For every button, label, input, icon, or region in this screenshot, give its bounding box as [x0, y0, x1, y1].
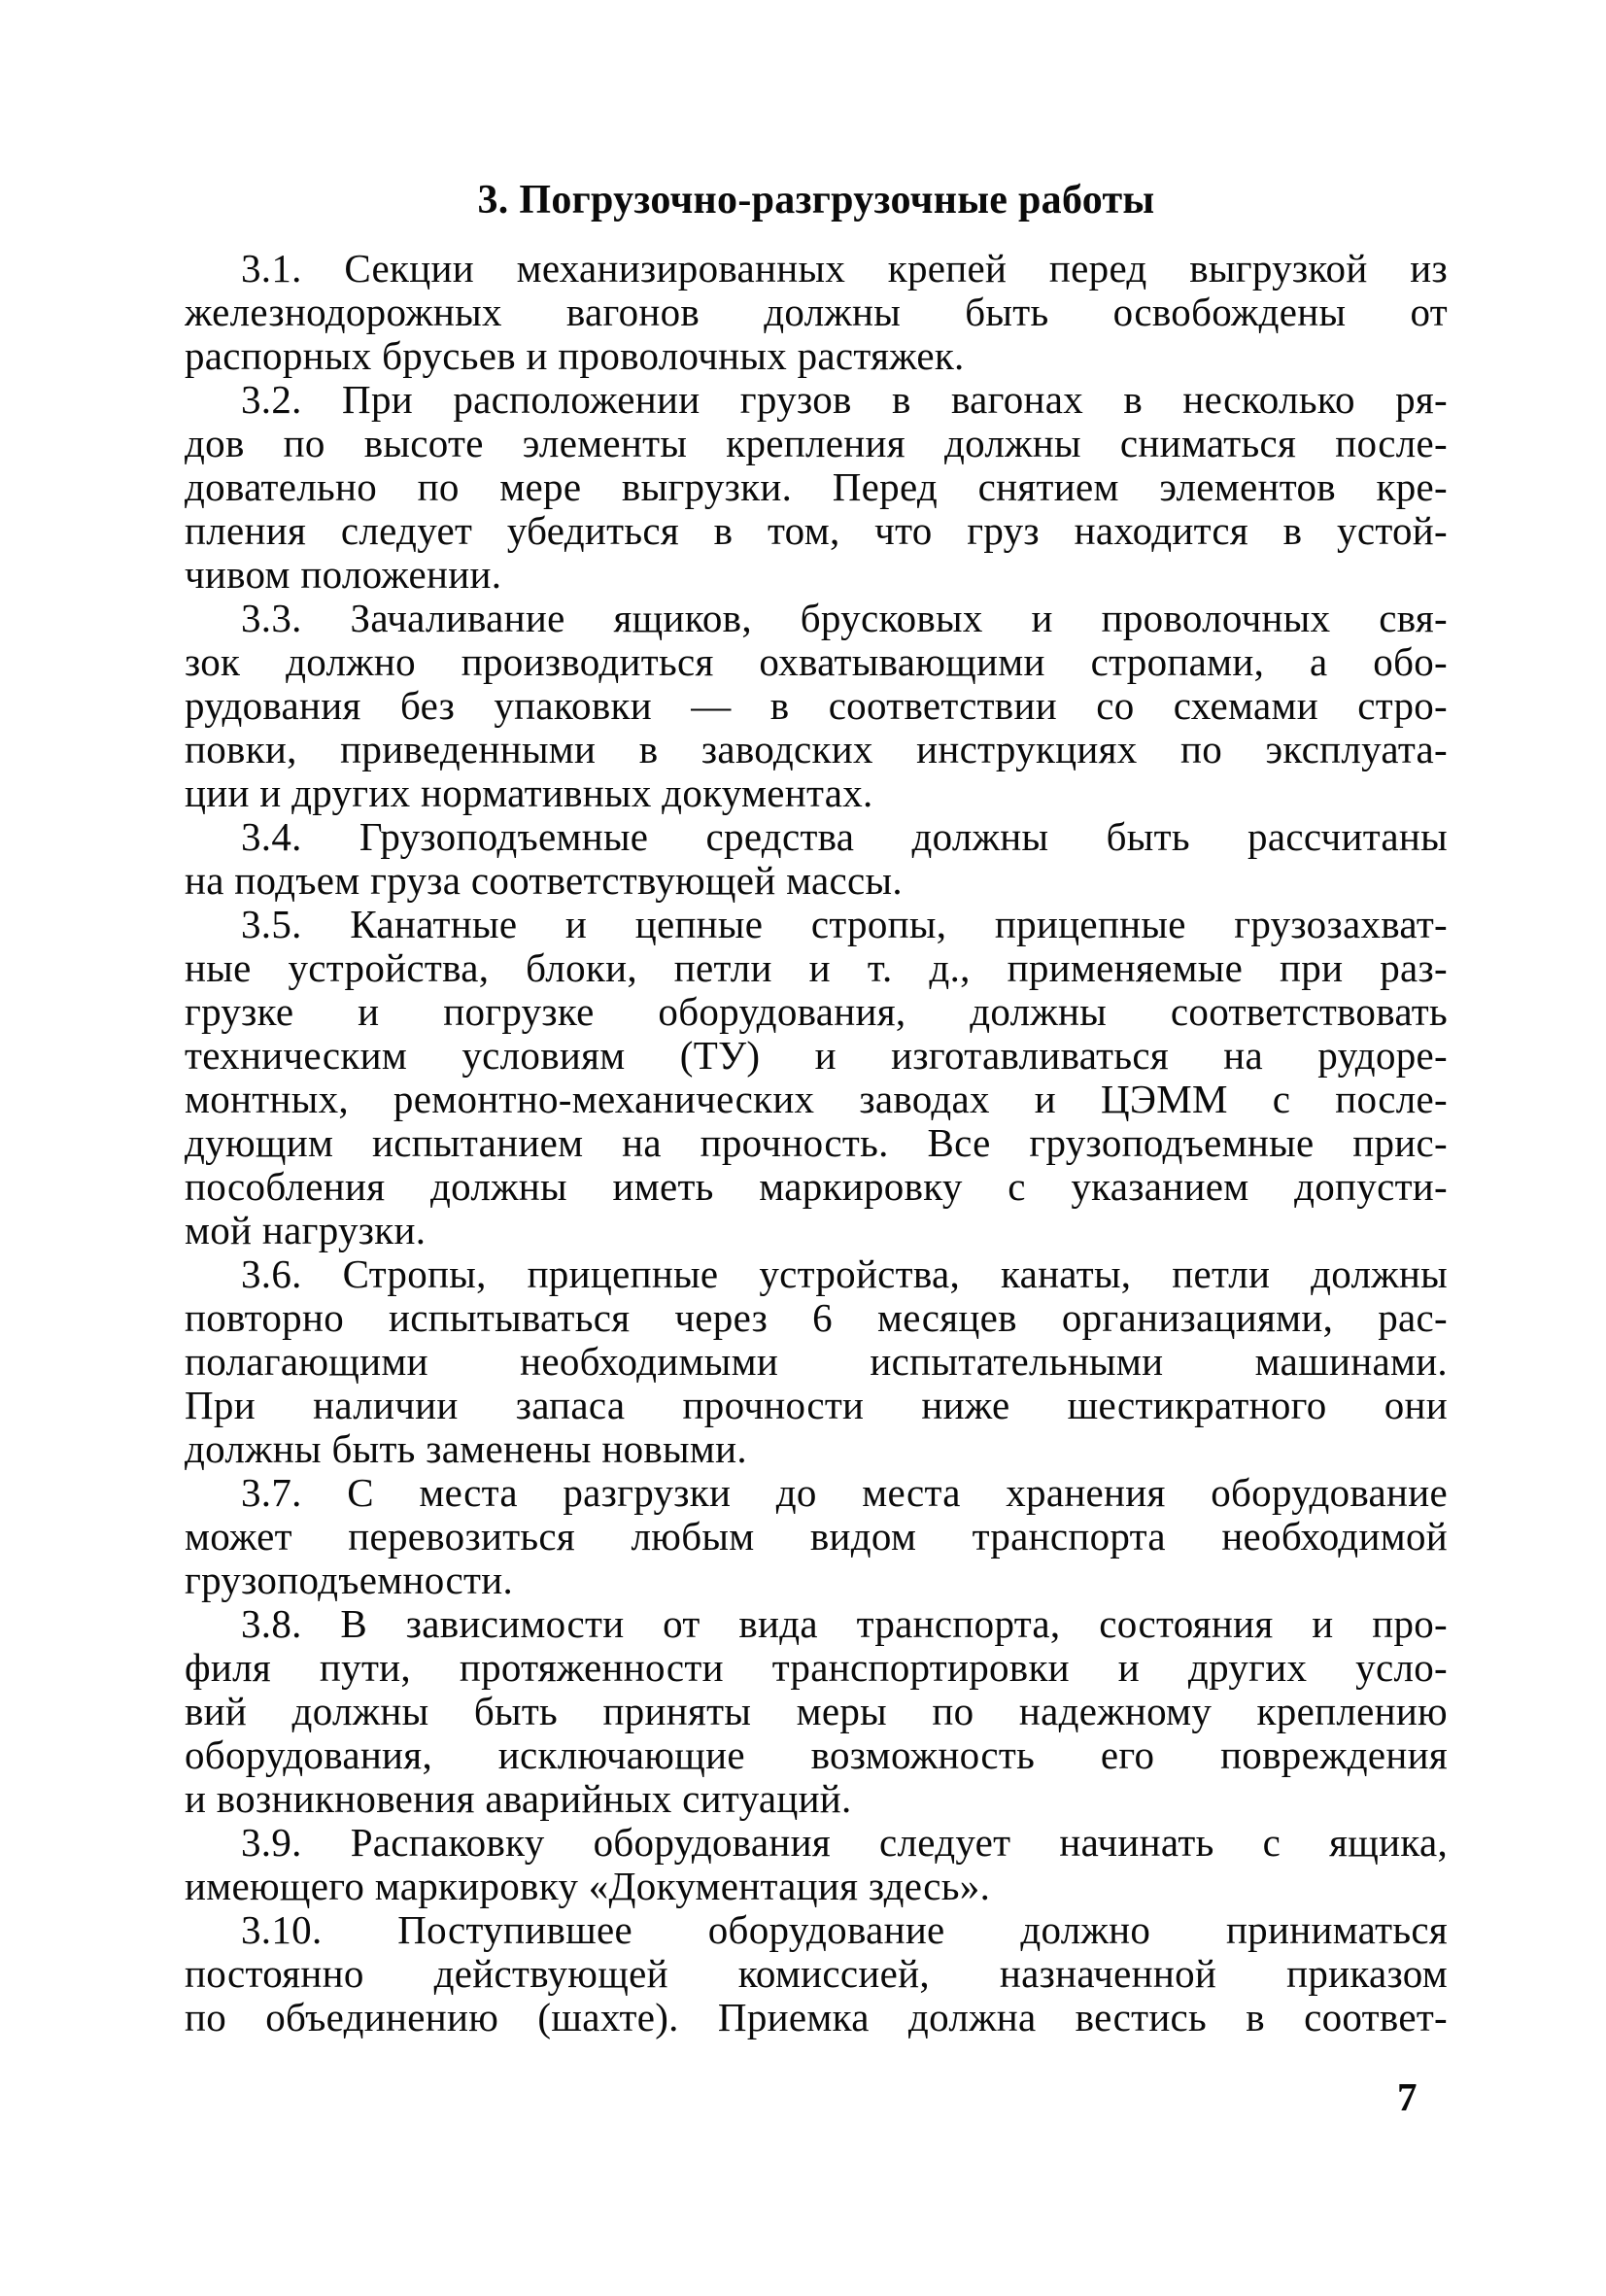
text-line: монтных, ремонтно-механических заводах и ЦЭММ с после- [185, 1078, 1448, 1121]
text-line: 3.3. Зачаливание ящиков, брусковых и проволочных свя- [241, 597, 1448, 640]
text-line: постоянно действующей комиссией, назначенной приказом [185, 1952, 1448, 1996]
text-line: по объединению (шахте). Приемка должна вестись в соответ- [185, 1996, 1448, 2039]
text-block [185, 179, 1448, 2039]
text-line: повки, приведенными в заводских инструкциях по эксплуата- [185, 728, 1448, 771]
text-line: 3.6. Стропы, прицепные устройства, канаты, петли должны [241, 1252, 1448, 1296]
text-line: филя пути, протяженности транспортировки и других усло- [185, 1646, 1448, 1690]
paragraph [185, 815, 1448, 903]
paragraph [185, 903, 1448, 1252]
text-line: должны быть заменены новыми. [185, 1427, 747, 1471]
paragraphs [185, 247, 1448, 2039]
text-line: чивом положении. [185, 553, 502, 597]
text-line: дов по высоте элементы крепления должны сниматься после- [185, 422, 1448, 465]
text-line: зок должно производиться охватывающими стропами, а обо- [185, 640, 1448, 684]
paragraph [185, 597, 1448, 815]
text-line: пления следует убедиться в том, что груз находится в устой- [185, 509, 1448, 553]
text-line: оборудования, исключающие возможность его повреждения [185, 1733, 1448, 1777]
text-line: 3.1. Секции механизированных крепей перед выгрузкой из [241, 247, 1448, 291]
text-line: пособления должны иметь маркировку с указанием допусти- [185, 1165, 1448, 1209]
text-line: довательно по мере выгрузки. Перед снятием элементов кре- [185, 465, 1448, 509]
page-number: 7 [1397, 2074, 1418, 2119]
paragraph [185, 1821, 1448, 1908]
text-line: 3.4. Грузоподъемные средства должны быть рассчитаны [241, 815, 1448, 859]
text-line: распорных брусьев и проволочных растяжек. [185, 334, 965, 378]
text-line: При наличии запаса прочности ниже шестикратного они [185, 1384, 1448, 1427]
text-line: мой нагрузки. [185, 1209, 427, 1252]
paragraph [185, 378, 1448, 597]
paragraph [185, 1252, 1448, 1471]
paragraph [185, 1471, 1448, 1602]
text-line: грузке и погрузке оборудования, должны соответствовать [185, 990, 1448, 1034]
paragraph [185, 1908, 1448, 2039]
text-line: ные устройства, блоки, петли и т. д., применяемые при раз- [185, 946, 1448, 990]
text-line: железнодорожных вагонов должны быть освобождены от [185, 291, 1448, 334]
text-line: дующим испытанием на прочность. Все грузоподъемные прис- [185, 1121, 1448, 1165]
text-line: 3.9. Распаковку оборудования следует начинать с ящика, [241, 1821, 1448, 1865]
text-line: 3.2. При расположении грузов в вагонах в несколько ря- [241, 378, 1448, 422]
text-line: 3.10. Поступившее оборудование должно приниматься [241, 1908, 1448, 1952]
text-line: на подъем груза соответствующей массы. [185, 859, 903, 903]
text-line: может перевозиться любым видом транспорта необходимой [185, 1515, 1448, 1559]
text-line: рудования без упаковки — в соответствии со схемами стро- [185, 684, 1448, 728]
text-line: имеющего маркировку «Документация здесь». [185, 1865, 991, 1908]
text-line: техническим условиям (ТУ) и изготавливаться на рудоре- [185, 1034, 1448, 1078]
text-line: полагающими необходимыми испытательными машинами. [185, 1340, 1448, 1384]
text-line: ции и других нормативных документах. [185, 771, 873, 815]
text-line: повторно испытываться через 6 месяцев организациями, рас- [185, 1296, 1448, 1340]
paragraph [185, 1602, 1448, 1821]
text-line: 3.8. В зависимости от вида транспорта, состояния и про- [241, 1602, 1448, 1646]
text-line: грузоподъемности. [185, 1559, 514, 1602]
text-line: 3.5. Канатные и цепные стропы, прицепные грузозахват- [241, 903, 1448, 946]
text-line: и возникновения аварийных ситуаций. [185, 1777, 852, 1821]
paragraph [185, 247, 1448, 378]
section-title: 3. Погрузочно-разгрузочные работы [477, 178, 1155, 223]
text-line: 3.7. С места разгрузки до места хранения оборудование [241, 1471, 1448, 1515]
text-line: вий должны быть приняты меры по надежному креплению [185, 1690, 1448, 1733]
